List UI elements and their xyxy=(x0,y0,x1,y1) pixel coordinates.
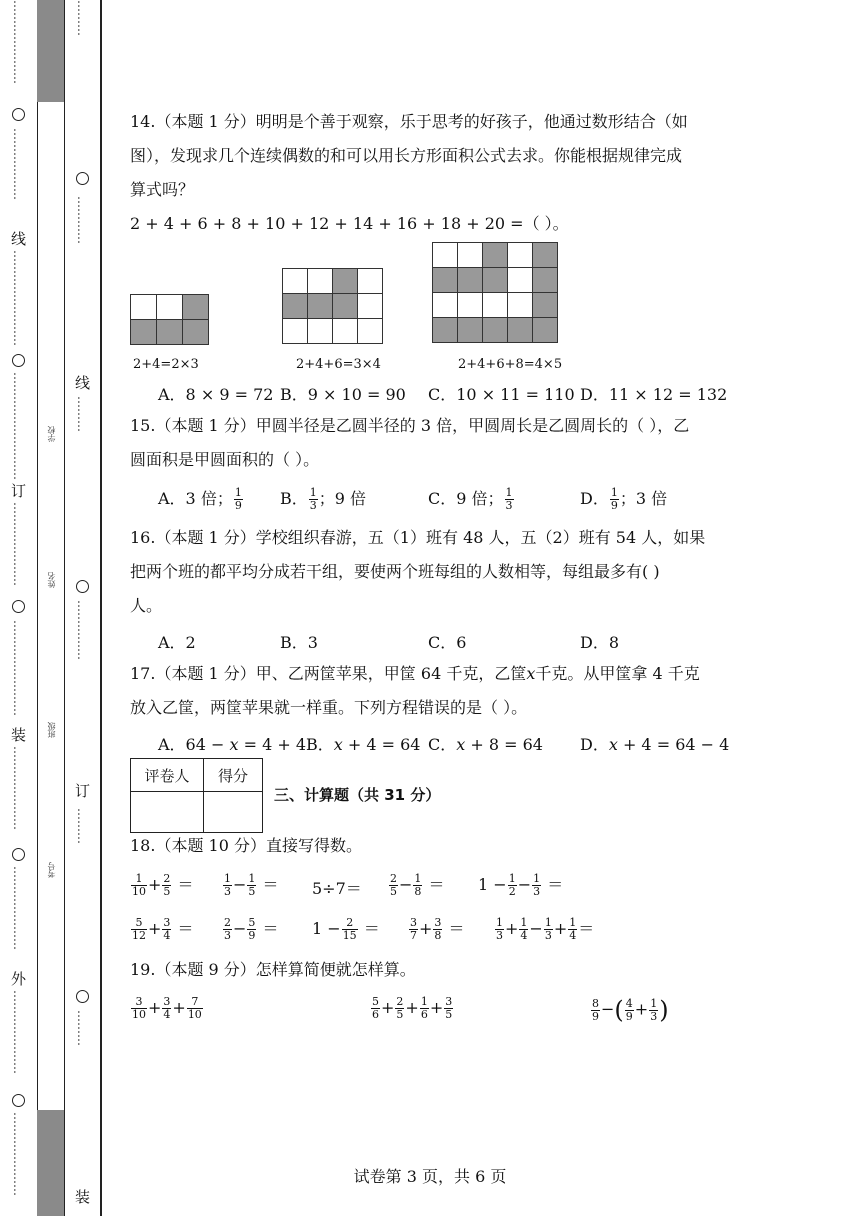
score-table xyxy=(130,758,263,833)
outer-dots-8: ………………… xyxy=(11,866,25,950)
outer-ring-3 xyxy=(12,600,25,613)
outer-char-wai: 外 xyxy=(11,970,27,988)
q15-a-fraction: $\frac{1}{9}$ xyxy=(234,486,242,512)
q14-equation: 2 + 4 + 6 + 8 + 10 + 12 + 14 + 16 + 18 + 20 =（ ）。 xyxy=(130,214,569,233)
q17-line1: 17.（本题 1 分）甲、乙两筐苹果，甲筐 64 千克，乙筐𝑥千克。从甲筐拿 4 千克 xyxy=(130,664,700,683)
inner-ring-2 xyxy=(76,580,89,593)
score-table-score-label: 得分 xyxy=(204,759,263,792)
inner-ring-1 xyxy=(76,172,89,185)
outer-char-ding: 订 xyxy=(11,482,27,500)
section-3-heading: 三、计算题（共 31 分） xyxy=(274,786,441,804)
q15-option-a: A．3 倍； $\frac{1}{9}$ xyxy=(158,486,242,512)
q19-title: 19.（本题 9 分）怎样算简便就怎样算。 xyxy=(130,960,416,979)
q18-item-7: $\frac{2}{3}$ − $\frac{5}{9}$ ＝ xyxy=(224,916,279,942)
outer-dots-5: ………………… xyxy=(11,502,25,586)
binding-strip xyxy=(37,0,65,1216)
q17-option-c: C．𝑥 + 8 = 64 xyxy=(428,735,543,754)
q14-line3: 算式吗？ xyxy=(130,180,195,199)
outer-dots-9: ………………… xyxy=(11,990,25,1074)
q17-line2: 放入乙筐，两筐苹果就一样重。下列方程错误的是（ ）。 xyxy=(130,698,528,717)
field-label-name: 姓名 xyxy=(47,572,56,588)
q16-line2: 把两个班的都平均分成若干组，要使两个班每组的人数相等，每组最多有( ) xyxy=(130,562,660,581)
outer-ring-2 xyxy=(12,354,25,367)
q16-line3: 人。 xyxy=(130,596,163,615)
inner-dots-4: …………… xyxy=(75,600,89,660)
q15-option-b: B． $\frac{1}{3}$ ；9 倍 xyxy=(280,486,367,512)
q19-expression-3: $\frac{8}{9}$ −( $\frac{4}{9}$ + $\frac{1}{3}$ ) xyxy=(592,996,669,1024)
outer-dots-1: ………………… xyxy=(11,0,25,84)
q14-figure-3 xyxy=(432,242,558,343)
outer-dots-2: ……………… xyxy=(11,128,25,200)
q14-option-d: D．11 × 12 = 132 xyxy=(580,385,728,404)
outer-dots-10: ………………… xyxy=(11,1112,25,1196)
q14-option-b: B．9 × 10 = 90 xyxy=(280,385,406,404)
q14-line1: 14.（本题 1 分）明明是个善于观察，乐于思考的好孩子，他通过数形结合（如 xyxy=(130,112,688,131)
field-label-exam-no: 考号 xyxy=(47,862,56,878)
q18-item-6: $\frac{5}{12}$ + $\frac{3}{4}$ ＝ xyxy=(132,916,194,942)
page-footer: 试卷第 3 页，共 6 页 xyxy=(353,1167,507,1186)
q16-option-d: D．8 xyxy=(580,633,620,652)
q16-line1: 16.（本题 1 分）学校组织春游，五（1）班有 48 人，五（2）班有 54 人，如果 xyxy=(130,528,706,547)
outer-dots-4: ……………………… xyxy=(11,372,25,480)
inner-dots-2: ………… xyxy=(75,196,89,244)
score-table-reviewer-label: 评卷人 xyxy=(131,759,204,792)
inner-dots-1: ……… xyxy=(75,0,89,36)
q18-item-10: $\frac{1}{3}$ + $\frac{1}{4}$ − $\frac{1}{3}$ + $\frac{1}{4}$ ＝ xyxy=(496,916,595,942)
inner-char-zhuang: 装 xyxy=(75,1188,91,1206)
q18-item-3: 5÷7＝ xyxy=(312,879,362,898)
q14-option-a: A．8 × 9 = 72 xyxy=(158,385,274,404)
outer-dots-3: …………………… xyxy=(11,250,25,346)
inner-ring-3 xyxy=(76,990,89,1003)
q17-option-b: B．𝑥 + 4 = 64 xyxy=(306,735,421,754)
field-label-school: 学校 xyxy=(47,426,56,442)
score-table-reviewer-cell xyxy=(131,792,204,833)
q19-expression-1: $\frac{3}{10}$ + $\frac{3}{4}$ + $\frac{7}{10}$ xyxy=(132,995,202,1021)
outer-ring-1 xyxy=(12,108,25,121)
score-table-score-cell xyxy=(204,792,263,833)
q18-item-2: $\frac{1}{3}$ − $\frac{1}{5}$ ＝ xyxy=(224,872,279,898)
outer-ring-4 xyxy=(12,848,25,861)
outer-char-xian: 线 xyxy=(11,230,27,248)
binding-divider xyxy=(100,0,102,1216)
q18-item-1: $\frac{1}{10}$ + $\frac{2}{5}$ ＝ xyxy=(132,872,194,898)
inner-dots-5: ……… xyxy=(75,808,89,844)
q14-caption-1: 2+4=2×3 xyxy=(133,357,199,372)
outer-ring-5 xyxy=(12,1094,25,1107)
q18-title: 18.（本题 10 分）直接写得数。 xyxy=(130,836,362,855)
outer-dots-7: ………………… xyxy=(11,746,25,830)
q14-line2: 图），发现求几个连续偶数的和可以用长方形面积公式去求。你能根据规律完成 xyxy=(130,146,683,165)
q15-b-fraction: $\frac{1}{3}$ xyxy=(309,486,317,512)
q15-d-fraction: $\frac{1}{9}$ xyxy=(610,486,618,512)
binding-strip-bottom-block xyxy=(37,1110,64,1216)
q16-option-a: A．2 xyxy=(158,633,196,652)
q15-c-fraction: $\frac{1}{3}$ xyxy=(505,486,513,512)
q14-figure-1 xyxy=(130,294,209,345)
q15-option-c: C．9 倍； $\frac{1}{3}$ xyxy=(428,486,513,512)
outer-dots-6: …………………… xyxy=(11,620,25,716)
q14-caption-3: 2+4+6+8=4×5 xyxy=(458,357,563,372)
q16-option-c: C．6 xyxy=(428,633,467,652)
field-label-class: 班级 xyxy=(47,722,56,738)
q18-item-8: 1 − $\frac{2}{15}$ ＝ xyxy=(312,916,380,942)
q14-option-c: C．10 × 11 = 110 xyxy=(428,385,575,404)
outer-char-zhuang: 装 xyxy=(11,726,27,744)
q15-line2: 圆面积是甲圆面积的（ ）。 xyxy=(130,450,320,469)
q19-expression-2: $\frac{5}{6}$ + $\frac{2}{5}$ + $\frac{1}{6}$ + $\frac{3}{5}$ xyxy=(372,995,453,1021)
q15-line1: 15.（本题 1 分）甲圆半径是乙圆半径的 3 倍，甲圆周长是乙圆周长的（ ），乙 xyxy=(130,416,690,435)
inner-dots-3: ……… xyxy=(75,396,89,432)
q15-option-d: D． $\frac{1}{9}$ ；3 倍 xyxy=(580,486,668,512)
inner-char-xian: 线 xyxy=(75,374,91,392)
q18-item-4: $\frac{2}{5}$ − $\frac{1}{8}$ ＝ xyxy=(390,872,445,898)
q17-option-a: A．64 − 𝑥 = 4 + 4 xyxy=(158,735,307,754)
q18-item-5: 1 − $\frac{1}{2}$ − $\frac{1}{3}$ ＝ xyxy=(478,872,564,898)
inner-char-ding: 订 xyxy=(75,782,91,800)
binding-strip-top-block xyxy=(37,0,64,102)
q14-caption-2: 2+4+6=3×4 xyxy=(296,357,381,372)
q16-option-b: B．3 xyxy=(280,633,318,652)
q18-item-9: $\frac{3}{7}$ + $\frac{3}{8}$ ＝ xyxy=(410,916,465,942)
q14-figure-2 xyxy=(282,268,383,344)
inner-dots-6: ……… xyxy=(75,1010,89,1046)
q17-option-d: D．𝑥 + 4 = 64 − 4 xyxy=(580,735,730,754)
